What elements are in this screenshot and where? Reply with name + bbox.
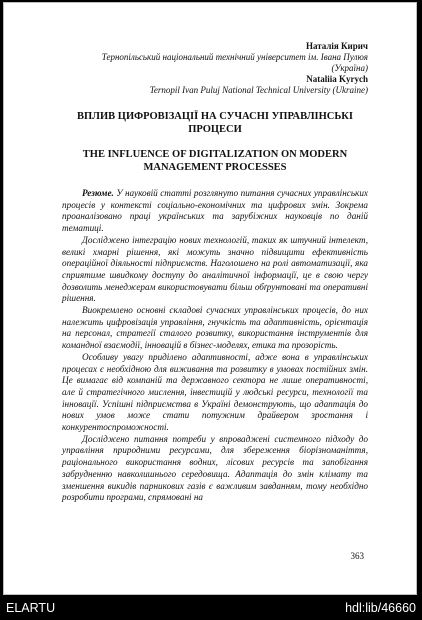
document-page (3, 2, 417, 595)
abstract-text: У науковій статті розглянуто питання сучасних управлінських процесів у контексті соціально-економічних та цифрових змін. Зокрема проаналізовано праці українських та зарубіжних науковців по даній тематиці. (62, 188, 369, 234)
author-name-en: Nataliia Kyrych (306, 74, 368, 84)
abstract-paragraph: Особливу увагу приділено адаптивності, адже вона в управлінських процесах є необхідною для виживання та розвитку в умовах постійних змін. Це вимагає від компаній та державного сектора не лише оперативності, але й стратегічного мислення, інвестицій у людські ресурси, технології та інновації. Успішні підприємства в Україні демонструють, що адаптація до нових умов може стати потужним драйвером зростання і конкурентоспроможності. (62, 351, 368, 433)
footer-bar (0, 596, 422, 620)
author-name-ua: Наталія Кирич (305, 41, 368, 51)
abstract-paragraph: Досліджено питання потреби у впроваджені системного підходу до управління природними ресурсами, для збереження біорізноманіття, раціонального використання водних, лісових ресурсів та запобігання забрудненню навколишнього середовища. Адаптація до змін клімату та зменшення викидів парникових газів є важливим завданням, тому необхідно розробити програми, спрямовані на (62, 433, 368, 503)
abstract-paragraph (62, 188, 368, 235)
affiliation-ua: Тернопільський національний технічний університет ім. Івана Пулюя (101, 52, 368, 62)
title-en: THE INFLUENCE OF DIGITALIZATION ON MODERN MANAGEMENT PROCESSES (82, 149, 348, 173)
abstract-paragraph: Досліджено інтеграцію нових технологій, таких як штучний інтелект, великі хмарні рішення, які можуть значно підвищити ефективність операційної діяльності підприємств. Наголошено на ролі автоматизації, яка сприятиме швидкому доступу до аналітичної інформації, це в свою чергу дозволить менеджерам використовувати більш обґрунтовані та оперативні рішення. (62, 234, 368, 304)
abstract-paragraph: Виокремлено основні складові сучасних управлінських процесів, до них належить цифровізація управління, гнучкість та адаптивність, орієнтація на персонал, стратегії сталого розвитку, використання інструментів для командної взаємодії, інновацій в бізнес-моделях, етика та прозорість. (62, 305, 368, 351)
abstract-body (62, 188, 368, 504)
country-ua: (Україна) (331, 63, 368, 73)
page-number: 363 (350, 551, 364, 561)
abstract-label: Резюме. (82, 188, 114, 198)
footer-repository-label: ELARTU (6, 601, 56, 615)
affiliation-en: Ternopil Ivan Puluj National Technical University (Ukraine) (149, 85, 368, 95)
footer-handle-label: hdl:lib/46660 (345, 601, 416, 615)
page-content (62, 41, 368, 504)
title-ua: ВПЛИВ ЦИФРОВІЗАЦІЇ НА СУЧАСНІ УПРАВЛІНСЬКІ ПРОЦЕСИ (76, 111, 354, 135)
